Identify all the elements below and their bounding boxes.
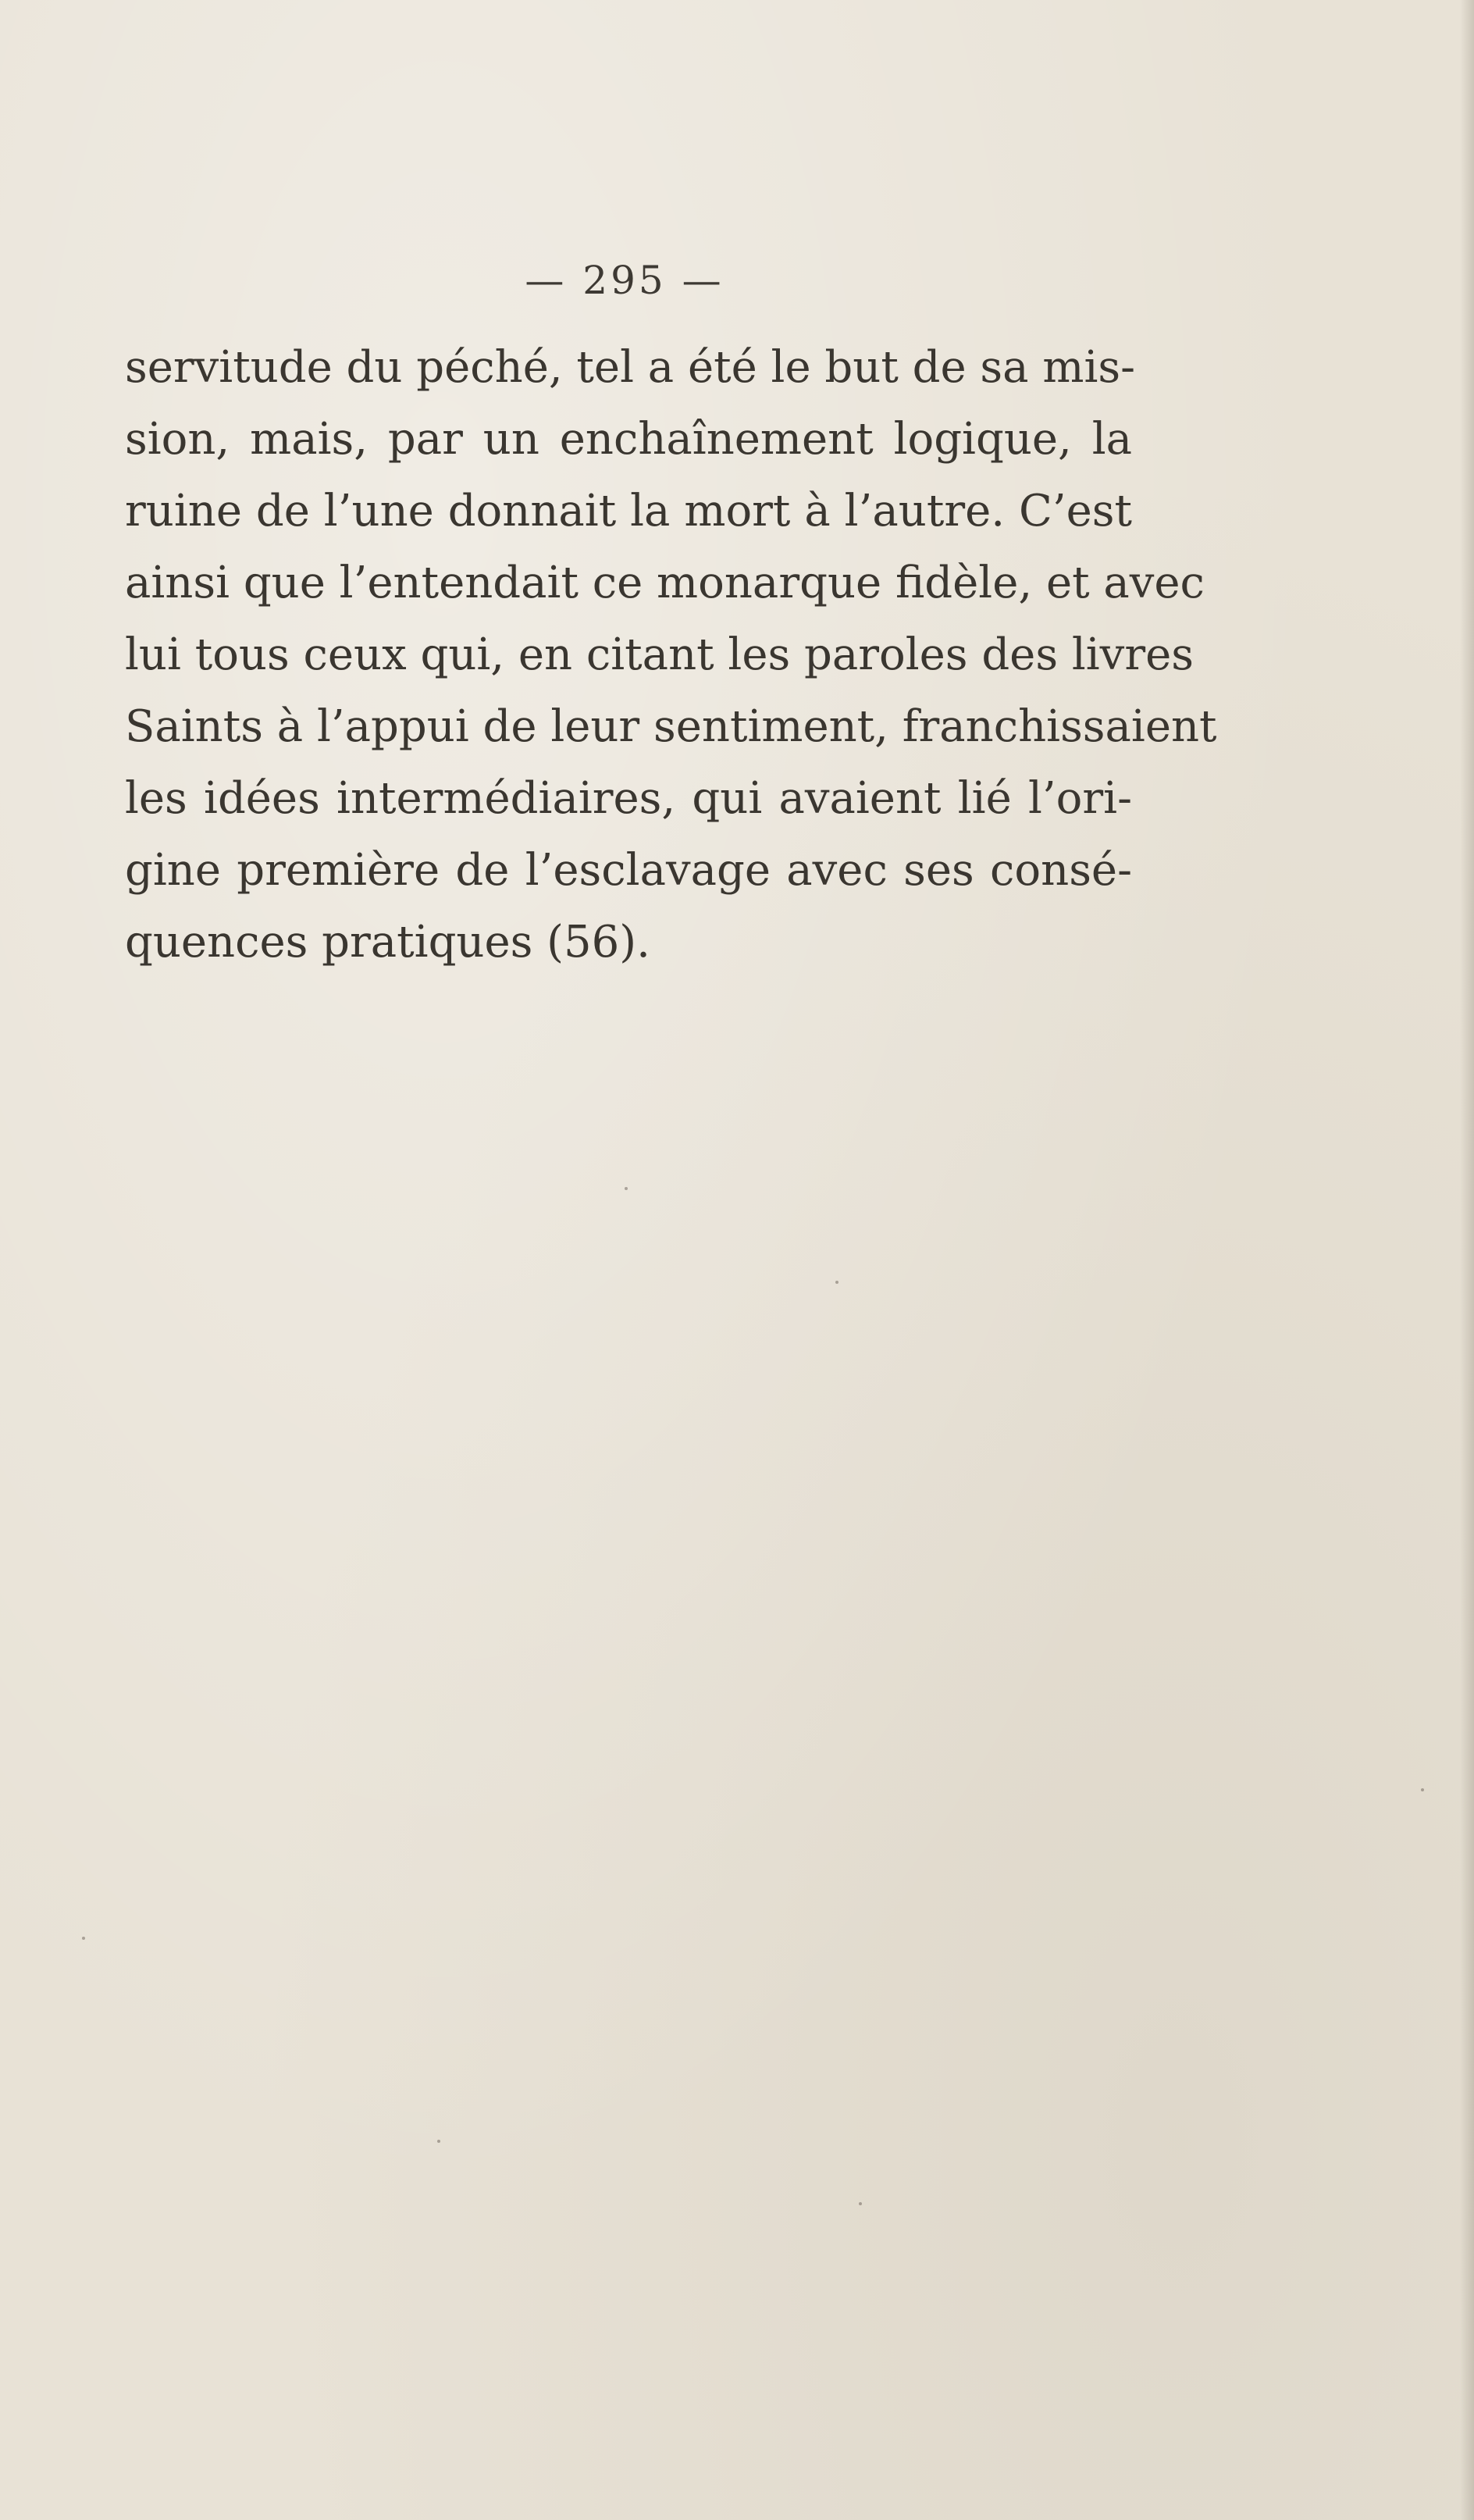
paper-speck — [625, 1187, 628, 1190]
paper-speck — [859, 2202, 862, 2205]
text-line: sion, mais, par un enchaînement logique, la — [125, 414, 1132, 465]
text-line: servitude du péché, tel a été le but de sa mis- — [125, 342, 1136, 393]
page-number: — 295 — — [525, 258, 725, 303]
text-line: lui tous ceux qui, en citant les paroles des livres — [125, 629, 1194, 680]
body-paragraph — [125, 332, 1217, 978]
text-line-last: quences pratiques (56). — [125, 917, 650, 968]
page-edge-shadow — [1460, 0, 1474, 2520]
paper-speck — [82, 1937, 85, 1940]
text-line: ainsi que l’entendait ce monarque fidèle, et avec — [125, 558, 1205, 608]
text-line: les idées intermédiaires, qui avaient lié l’ori- — [125, 773, 1132, 824]
text-line: gine première de l’esclavage avec ses consé- — [125, 845, 1132, 896]
text-line: Saints à l’appui de leur sentiment, franchissaient — [125, 701, 1217, 752]
paper-speck — [835, 1281, 838, 1284]
paper-speck — [437, 2140, 440, 2143]
paper-speck — [1421, 1788, 1424, 1791]
text-line: ruine de l’une donnait la mort à l’autre. C’est — [125, 486, 1132, 536]
